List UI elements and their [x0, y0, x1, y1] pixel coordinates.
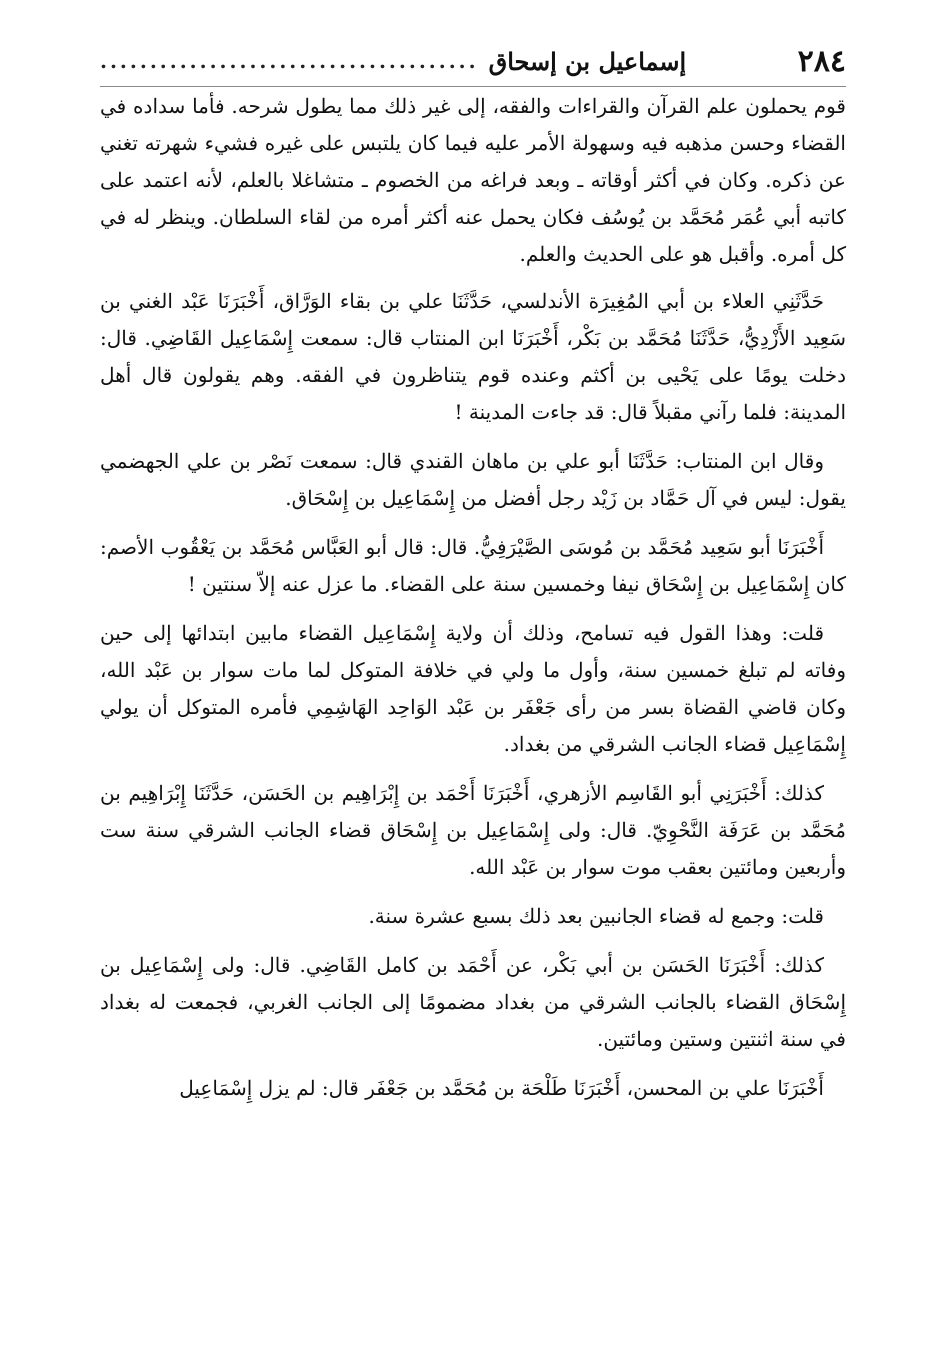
paragraph-8: كذلك: أَخْبَرَنَا الحَسَن بن أبي بَكْر، عن أَحْمَد بن كامل القَاضِي. قال: ولى إِسْمَاعِيل بن إِسْحَاق القضاء بالجانب الشرقي من بغداد مضمومًا إلى الجانب الغربي، فجمعت له بغداد في سنة اثنتين وستين ومائتين.: [100, 953, 846, 1051]
paragraph-1: قوم يحملون علم القرآن والقراءات والفقه، إلى غير ذلك مما يطول شرحه. فأما سداده في القضاء وحسن مذهبه فيه وسهولة الأمر عليه فيما كان يلتبس على غيره فشيء شهرته تغني عن ذكره. وكان في أكثر أوقاته ـ وبعد فراغه من الخصوم ـ متشاغلا بالعلم، لأنه اعتمد على كاتبه أبي عُمَر مُحَمَّد بن يُوسُف فكان يحمل عنه أكثر أمره من لقاء السلطان. وينظر له في كل أمره. وأقبل هو على الحديث والعلم.: [100, 94, 846, 266]
paragraph-4: أَخْبَرَنَا أبو سَعِيد مُحَمَّد بن مُوسَى الصَّيْرَفِيُّ. قال: قال أبو العَبَّاس مُحَمَّد بن يَعْقُوب الأصم: كان إِسْمَاعِيل بن إِسْحَاق نيفا وخمسين سنة على القضاء. ما عزل عنه إلاّ سنتين !: [100, 535, 846, 596]
page-header: [100, 36, 846, 87]
page-body: [100, 88, 846, 1119]
paragraph-7: قلت: وجمع له قضاء الجانبين بعد ذلك بسبع عشرة سنة.: [368, 904, 824, 928]
paragraph-5: قلت: وهذا القول فيه تسامح، وذلك أن ولاية إِسْمَاعِيل القضاء مابين ابتدائها إلى حين وفاته لم تبلغ خمسين سنة، وأول ما ولي في خلافة المتوكل لما مات سوار بن عَبْد الله، وكان قاضي القضاة بسر من رأى جَعْفَر بن عَبْد الوَاحِد الهَاشِمِي فأمره المتوكل أن يولي إِسْمَاعِيل قضاء الجانب الشرقي من بغداد.: [100, 621, 846, 756]
paragraph-6: كذلك: أَخْبَرَنِي أبو القَاسِم الأزهري، أَخْبَرَنَا أَحْمَد بن إِبْرَاهِيم بن الحَسَن، حَدَّثَنَا إِبْرَاهِيم بن مُحَمَّد بن عَرَفَة النَّحْوِيّ. قال: ولى إِسْمَاعِيل بن إِسْحَاق قضاء الجانب الشرقي سنة ست وأربعين ومائتين بعقب موت سوار بن عَبْد الله.: [100, 781, 846, 879]
paragraph-3: وقال ابن المنتاب: حَدَّثَنَا أبو علي بن ماهان القندي قال: سمعت نَصْر بن علي الجهضمي يقول: ليس في آل حَمَّاد بن زَيْد رجل أفضل من إِسْمَاعِيل بن إِسْحَاق.: [100, 449, 846, 510]
paragraph-2: حَدَّثَنِي العلاء بن أبي المُغِيرَة الأندلسي، حَدَّثَنَا علي بن بقاء الوَرَّاق، أَخْبَرَنَا عَبْد الغني بن سَعِيد الأَزْدِيُّ، حَدَّثَنَا مُحَمَّد بن بَكْر، أَخْبَرَنَا ابن المنتاب قال: سمعت إِسْمَاعِيل القَاضِي. قال: دخلت يومًا على يَحْيى بن أكثم وعنده قوم يتناظرون في الفقه. وهم يقولون قال أهل المدينة: فلما رآني مقبلاً قال: قد جاءت المدينة !: [100, 289, 846, 424]
running-title-group: [100, 47, 686, 76]
page-number: ٢٨٤: [797, 43, 846, 79]
paragraph-9: أَخْبَرَنَا علي بن المحسن، أَخْبَرَنَا طَلْحَة بن مُحَمَّد بن جَعْفَر قال: لم يزل إِسْمَاعِيل: [179, 1076, 824, 1100]
running-title: إسماعيل بن إسحاق: [488, 46, 687, 76]
leader-dots: ......................................: [100, 49, 479, 73]
